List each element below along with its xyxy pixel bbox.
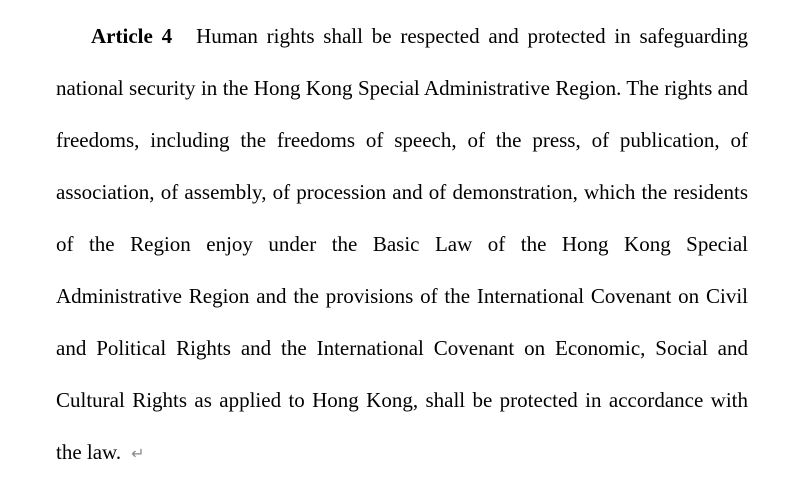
article-paragraph <box>56 10 748 480</box>
article-body: Human rights shall be respected and protected in safeguarding national security in the Hong Kong Special Administrative Region. The rights and freedoms, including the freedoms of speech, of the press, of publication, of association, of assembly, of procession and of demonstration, which the residents of the Region enjoy under the Basic Law of the Hong Kong Special Administrative Region and the provisions of the International Covenant on Civil and Political Rights and the International Covenant on Economic, Social and Cultural Rights as applied to Hong Kong, shall be protected in accordance with the law. <box>56 24 748 464</box>
paragraph-mark-icon: ↵ <box>131 444 145 463</box>
article-heading: Article 4 <box>91 24 173 48</box>
